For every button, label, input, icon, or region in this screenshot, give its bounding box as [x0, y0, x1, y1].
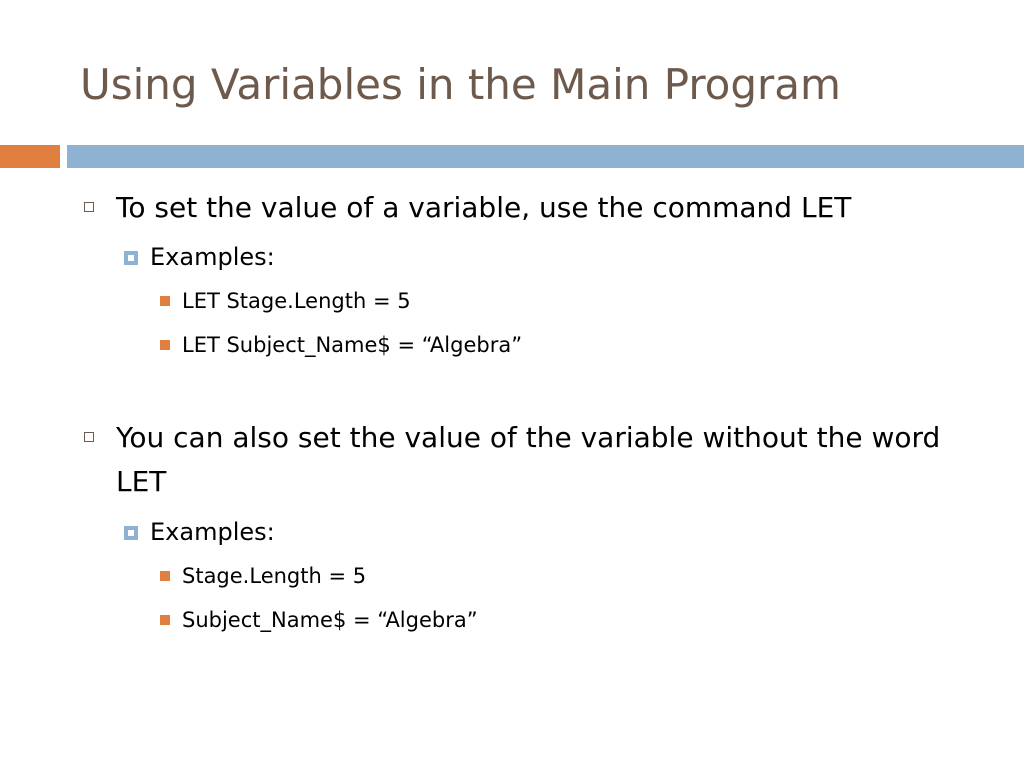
hollow-square-bullet-icon	[84, 432, 94, 442]
slide-title: Using Variables in the Main Program	[80, 60, 841, 109]
sub-bullet-text: Examples:	[150, 518, 275, 546]
framed-square-bullet-icon	[124, 526, 138, 540]
example-text: LET Subject_Name$ = “Algebra”	[182, 333, 523, 357]
example-text: Subject_Name$ = “Algebra”	[182, 608, 478, 632]
example-text: LET Stage.Length = 5	[182, 289, 411, 313]
hollow-square-bullet-icon	[84, 202, 94, 212]
example-text: Stage.Length = 5	[182, 564, 367, 588]
example-item	[160, 562, 366, 590]
sub-bullet-item	[124, 242, 275, 272]
example-item	[160, 287, 411, 315]
filled-square-bullet-icon	[160, 340, 170, 350]
filled-square-bullet-icon	[160, 615, 170, 625]
sub-bullet-text: Examples:	[150, 243, 275, 271]
example-item	[160, 331, 522, 359]
bullet-item	[80, 416, 960, 504]
sub-bullet-item	[124, 517, 275, 547]
framed-square-bullet-icon	[124, 251, 138, 265]
filled-square-bullet-icon	[160, 296, 170, 306]
bullet-text: To set the value of a variable, use the command LET	[116, 191, 852, 224]
bullet-text: You can also set the value of the variable without the word LET	[116, 421, 941, 498]
bullet-item	[80, 186, 960, 230]
filled-square-bullet-icon	[160, 571, 170, 581]
example-item	[160, 606, 478, 634]
